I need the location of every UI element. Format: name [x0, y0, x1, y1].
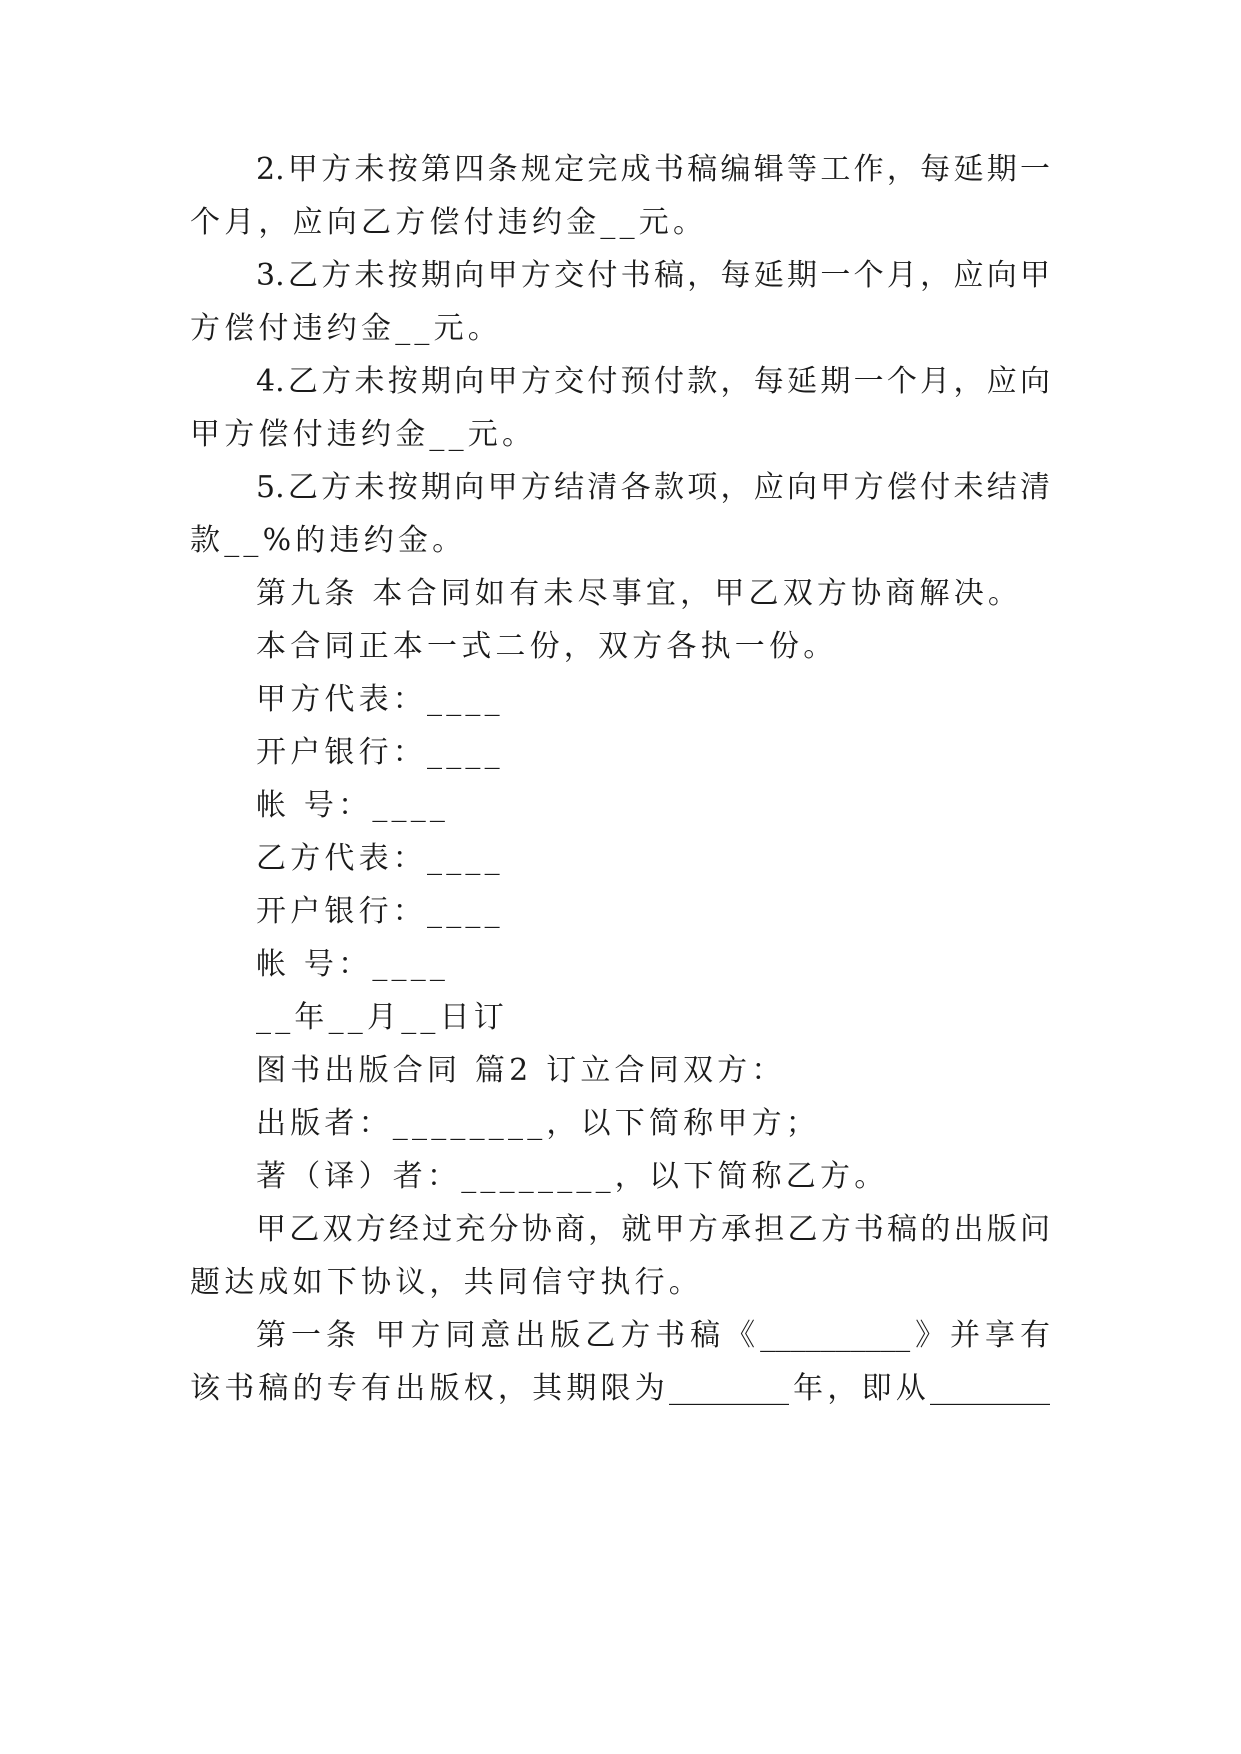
text-line: 甲方偿付违约金__元。: [190, 417, 537, 452]
signature-field-party-b-rep: 乙方代表：____: [256, 841, 504, 876]
text-line: 题达成如下协议，共同信守执行。: [190, 1265, 703, 1300]
signature-field-party-a-bank: 开户银行：____: [256, 735, 504, 770]
signature-field-party-a-rep: 甲方代表：____: [256, 682, 504, 717]
text-line: 著（译）者：________，以下简称乙方。: [256, 1159, 889, 1194]
signature-field-party-b-account: 帐 号：____: [256, 947, 450, 982]
text-line: 3.乙方未按期向甲方交付书稿，每延期一个月，应向甲: [256, 258, 1050, 293]
date-line: __年__月__日订: [256, 1000, 508, 1035]
text-line: 方偿付违约金__元。: [190, 311, 502, 346]
text-line: 出版者：________，以下简称甲方；: [256, 1106, 820, 1141]
text-line: 该书稿的专有出版权，其期限为________年，即从________: [190, 1371, 1050, 1406]
text-line: 第一条 甲方同意出版乙方书稿《__________》并享有: [256, 1318, 1050, 1353]
text-line: 4.乙方未按期向甲方交付预付款，每延期一个月，应向: [256, 364, 1050, 399]
signature-field-party-b-bank: 开户银行：____: [256, 894, 504, 929]
text-line: 本合同正本一式二份，双方各执一份。: [256, 629, 838, 664]
section-heading: 图书出版合同 篇2 订立合同双方：: [256, 1053, 786, 1088]
text-line: 5.乙方未按期向甲方结清各款项，应向甲方偿付未结清: [256, 470, 1050, 505]
text-line: 第九条 本合同如有未尽事宜，甲乙双方协商解决。: [256, 576, 1023, 611]
text-line: 个月，应向乙方偿付违约金__元。: [190, 205, 708, 240]
text-line: 款__%的违约金。: [190, 523, 467, 558]
text-line: 甲乙双方经过充分协商，就甲方承担乙方书稿的出版问: [256, 1212, 1050, 1247]
text-line: 2.甲方未按第四条规定完成书稿编辑等工作，每延期一: [256, 152, 1050, 187]
signature-field-party-a-account: 帐 号：____: [256, 788, 450, 823]
